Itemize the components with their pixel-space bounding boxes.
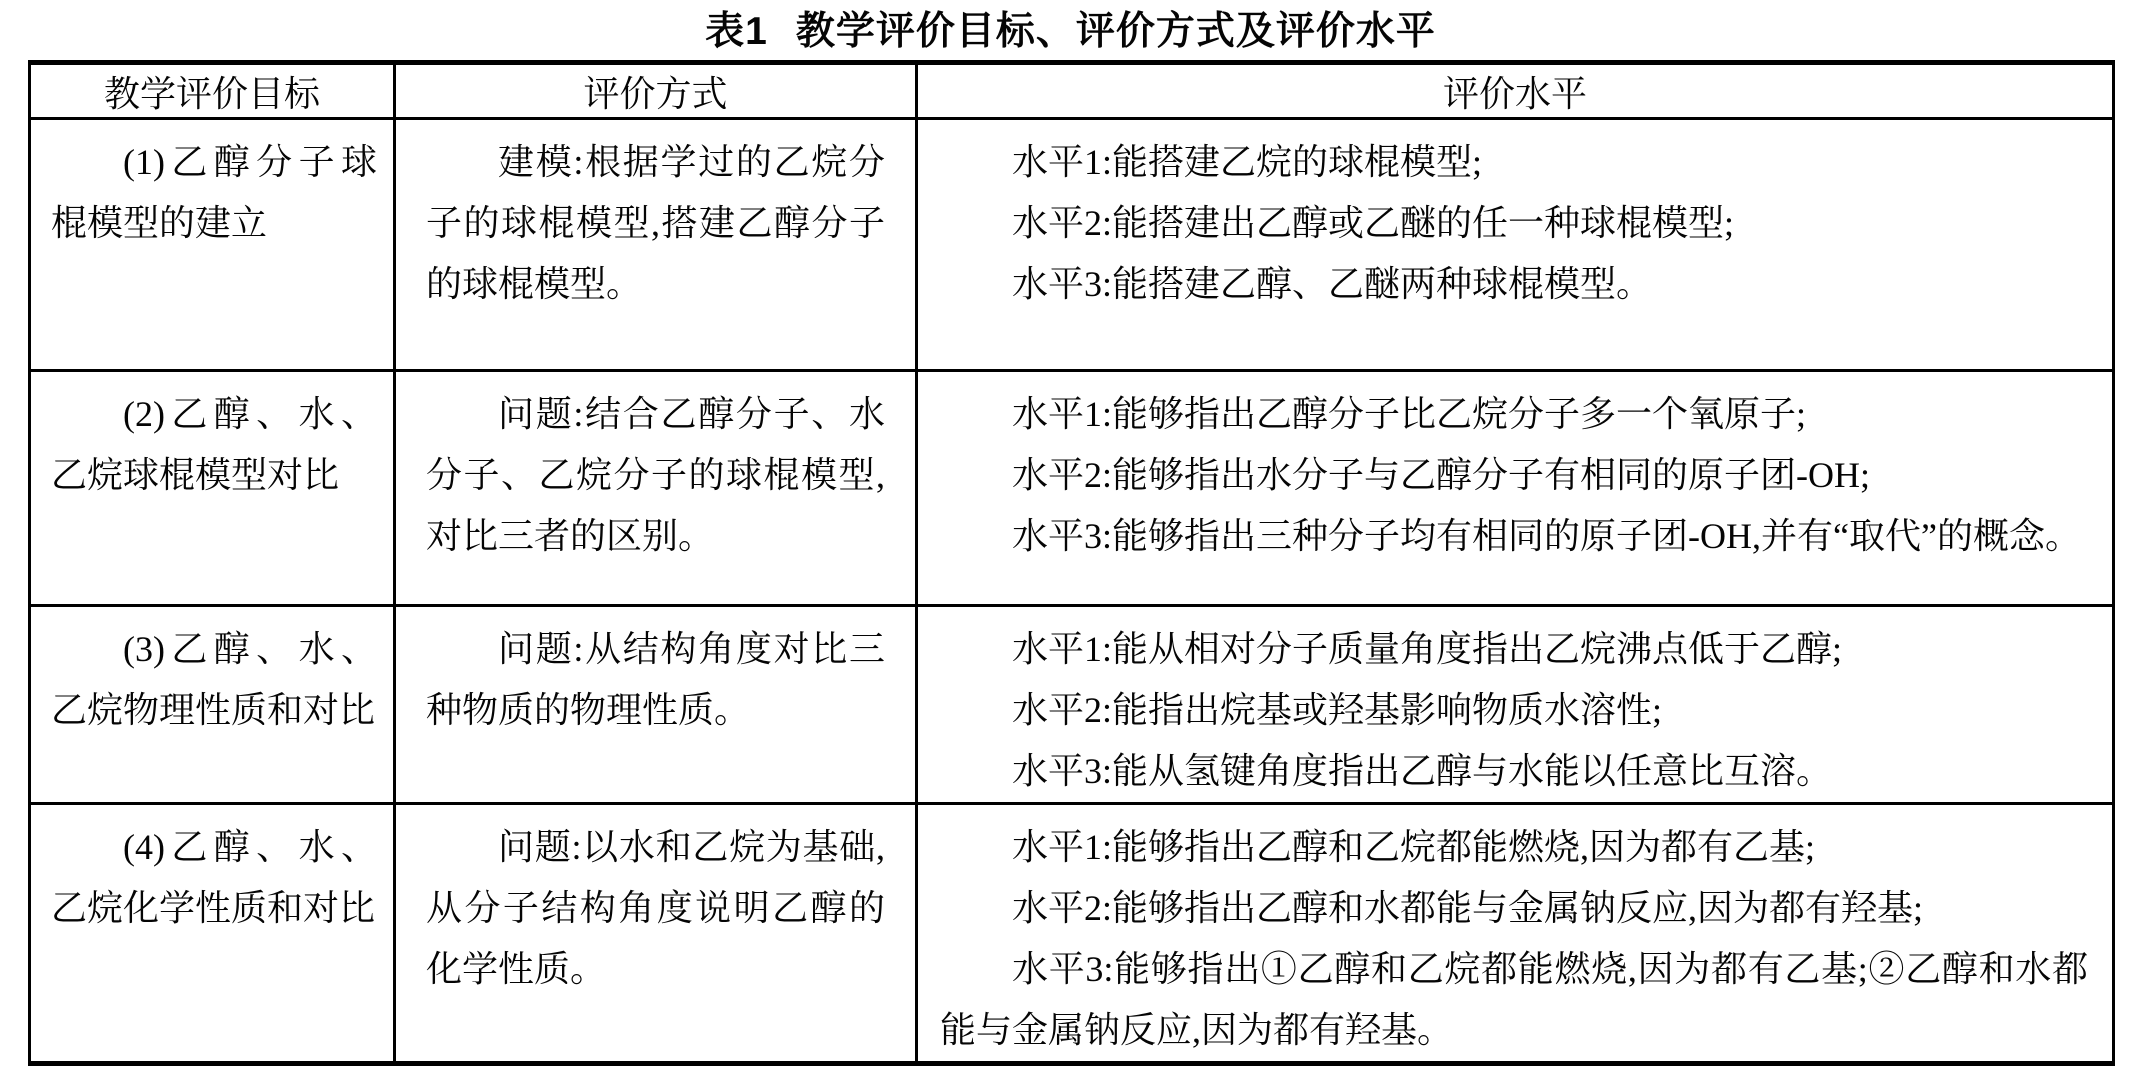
evaluation-table xyxy=(28,60,2115,1066)
levels-cell xyxy=(917,606,2114,804)
method-text: 建模:根据学过的乙烷分子的球棍模型,搭建乙醇分子的球棍模型。 xyxy=(426,142,885,304)
header-levels: 评价水平 xyxy=(917,63,2114,119)
level-line: 水平2:能够指出乙醇和水都能与金属钠反应,因为都有羟基; xyxy=(1012,888,1924,928)
levels-cell xyxy=(917,804,2114,1064)
table-row xyxy=(30,804,2114,1064)
method-cell xyxy=(395,119,917,371)
method-cell xyxy=(395,371,917,606)
level-line: 水平2:能指出烷基或羟基影响物质水溶性; xyxy=(1012,690,1663,730)
level-line: 水平3:能从氢键角度指出乙醇与水能以任意比互溶。 xyxy=(1012,751,1833,791)
level-line: 水平3:能够指出三种分子均有相同的原子团-OH,并有“取代”的概念。 xyxy=(1012,516,2081,556)
table-row xyxy=(30,119,2114,371)
goal-text: (4)乙醇、水、乙烷化学性质和对比 xyxy=(51,827,377,928)
goal-text: (1)乙醇分子球棍模型的建立 xyxy=(51,142,377,243)
table-row xyxy=(30,606,2114,804)
goal-cell xyxy=(30,119,395,371)
level-line: 水平3:能够指出①乙醇和乙烷都能燃烧,因为都有乙基;②乙醇和水都能与金属钠反应,因为都有羟基。 xyxy=(940,949,2088,1050)
table-caption-text: 教学评价目标、评价方式及评价水平 xyxy=(795,10,1436,53)
table-caption-label: 表1 xyxy=(705,10,768,53)
method-text: 问题:从结构角度对比三种物质的物理性质。 xyxy=(426,629,885,730)
method-cell xyxy=(395,804,917,1064)
goal-cell xyxy=(30,804,395,1064)
header-method: 评价方式 xyxy=(395,63,917,119)
table-row xyxy=(30,371,2114,606)
header-goal: 教学评价目标 xyxy=(30,63,395,119)
method-cell xyxy=(395,606,917,804)
level-line: 水平1:能够指出乙醇和乙烷都能燃烧,因为都有乙基; xyxy=(1012,827,1816,867)
goal-text: (3)乙醇、水、乙烷物理性质和对比 xyxy=(51,629,377,730)
goal-cell xyxy=(30,606,395,804)
levels-cell xyxy=(917,371,2114,606)
table-body xyxy=(30,119,2114,1064)
level-line: 水平2:能够指出水分子与乙醇分子有相同的原子团-OH; xyxy=(1012,455,1870,495)
level-line: 水平3:能搭建乙醇、乙醚两种球棍模型。 xyxy=(1012,264,1653,304)
levels-cell xyxy=(917,119,2114,371)
method-text: 问题:以水和乙烷为基础,从分子结构角度说明乙醇的化学性质。 xyxy=(426,827,885,989)
header-row xyxy=(30,63,2114,119)
level-line: 水平2:能搭建出乙醇或乙醚的任一种球棍模型; xyxy=(1012,203,1735,243)
table-caption xyxy=(0,7,2141,57)
method-text: 问题:结合乙醇分子、水分子、乙烷分子的球棍模型,对比三者的区别。 xyxy=(426,394,885,556)
table-header xyxy=(30,63,2114,119)
level-line: 水平1:能从相对分子质量角度指出乙烷沸点低于乙醇; xyxy=(1012,629,1843,669)
goal-text: (2)乙醇、水、乙烷球棍模型对比 xyxy=(51,394,377,495)
level-line: 水平1:能搭建乙烷的球棍模型; xyxy=(1012,142,1483,182)
level-line: 水平1:能够指出乙醇分子比乙烷分子多一个氧原子; xyxy=(1012,394,1807,434)
goal-cell xyxy=(30,371,395,606)
